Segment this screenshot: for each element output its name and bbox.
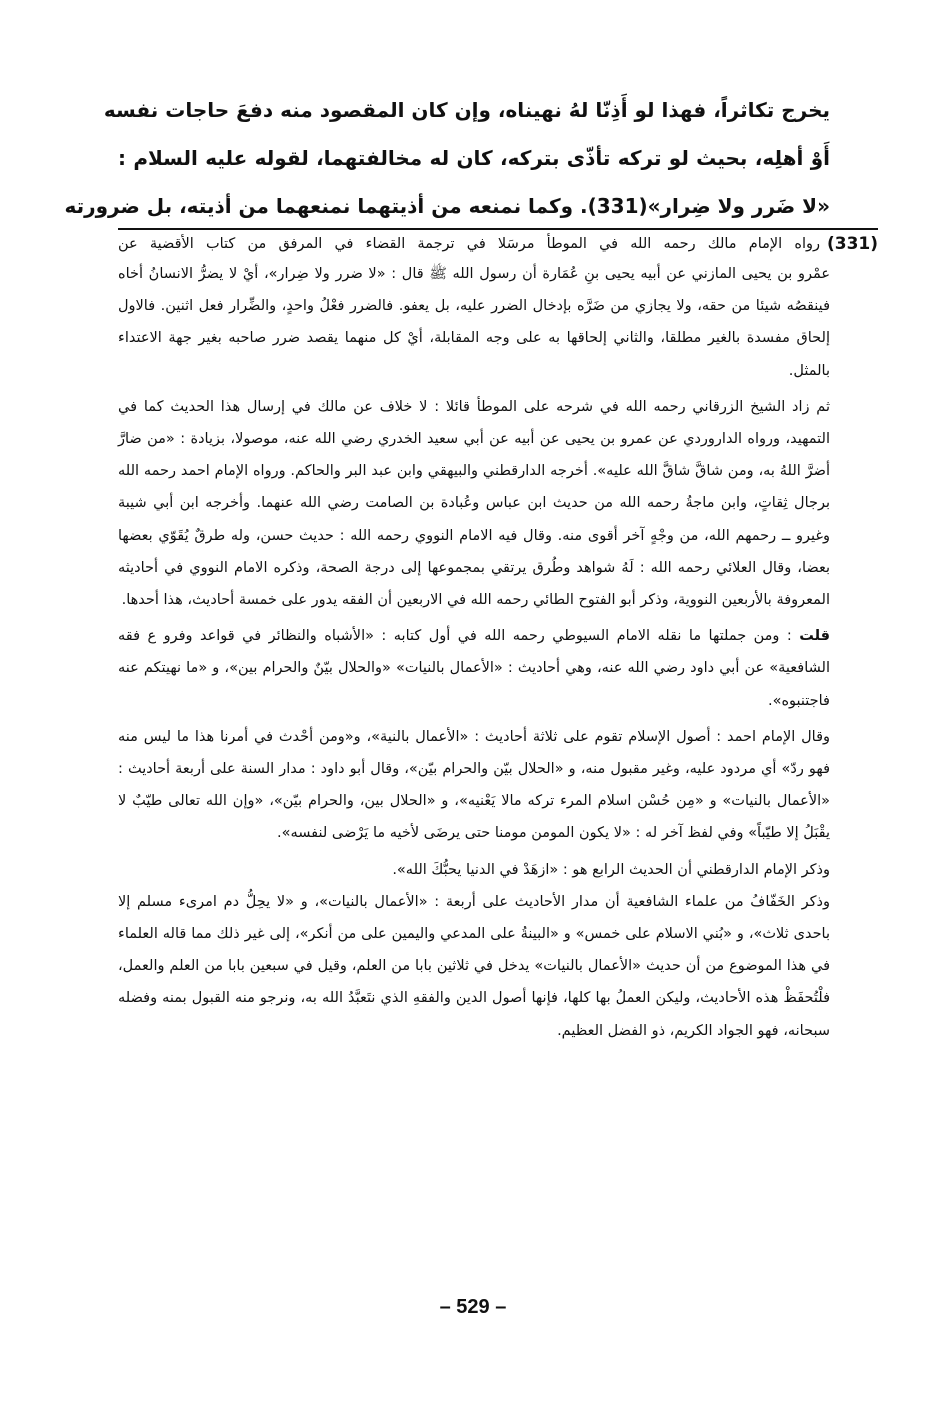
qult-label: قلت [799, 628, 830, 645]
footnote-paragraph: ثم زاد الشيخ الزرقاني رحمه الله في شرحه على الموطأ قائلا : لا خلاف عن مالك في إرسال هذا الحديث كما في التمهيد، ورواه الداروردي عن عمرو بن يحيى عن أبيه عن أبي سعيد الخدري رضي الله عنه، موصولا، بزيادة : «من ضارَّ أضرَّ اللهُ به، ومن شاقَّ شاقَّ الله عليه». أخرجه الدارقطني والبيهقي وابن عبد البر والحاكم. ورواه الإمام احمد رحمه الله برجال ثِقاتٍ، وابن ماجةُ رحمه الله من حديث ابن عباس وعُبادة بن الصامت رضي الله عنهما. وأخرجه ابن أبي شيبة وغيرو ــ رحمهم الله، من وجْهٍ آخر أقوى منه. وقال فيه الامام النووي رحمه الله : حديث حسن، وله طرقٌ يُقَوّي بعضها بعضا، وقال العلائي رحمه الله : لَهُ شواهد وطُرق يرتقي بمجموعها إلى درجة الصحة، وذكره الامام النووي في أحاديثه المعروفة بالأربعين النووية، وذكر أبو الفتوح الطائي رحمه الله في الاربعين أن الفقه يدور على خمسة أحاديث، هذا أحدها. [118, 398, 830, 609]
footnote-first-line: رواه الإمام مالك رحمه الله في الموطأ مرسَلا في ترجمة القضاء في المرفق من كتاب الأقضية عن [118, 236, 820, 252]
footnote-paragraph: عمْرو بن يحيى المازني عن أبيه يحيى بنِ عُمَارة أن رسول الله ﷺ قال : «لا ضرر ولا ضِرار»، أيْ لا يضرُّ الانسانُ أخاه فينقصُه شيئا من حقه، ولا يجازي من ضَرَّه بإدخال الضرر عليه، بل يعفو. فالضرر فعْلُ واحدٍ، والضِّرار فعل اثنين. فالاول إلحاق مفسدة بالغير مطلقا، والثاني إلحاقها به على وجه المقابلة، أيْ كل منهما يقصد ضرر صاحبه بغير جهة الاعتداء بالمثل. [118, 266, 830, 379]
footnote-body [118, 258, 830, 1047]
main-text-line-3: «لا ضَرر ولا ضِرار»(331). وكما نمنعه من أذيتهما نمنعهما من أذيته، بل ضرورته [64, 194, 830, 218]
page-number: – 529 – [439, 1296, 507, 1318]
main-text-line-2: أَوْ أهلِه، بحيث لو تركه تأذّى بتركه، كان له مخالفتهما، لقوله عليه السلام : [118, 146, 830, 170]
footnote-number: (331) [826, 234, 878, 254]
footnote-header [118, 230, 878, 258]
footnote-paragraph: وذكر الإمام الدارقطني أن الحديث الرابع هو : «ازهَدْ في الدنيا يحبُّكَ الله». [392, 861, 830, 878]
main-text-line-1: يخرج تكاثراً، فهذا لو أَذِنّا لهُ نهيناه، وإن كان المقصود منه دفعَ حاجات نفسه [103, 98, 830, 122]
footnote-paragraph: وقال الإمام احمد : أصول الإسلام تقوم على ثلاثة أحاديث : «الأعمال بالنية»، و«ومن أحْدث في أمرنا هذا ما ليس منه فهو ردّ» أي مردود عليه، وغير مقبول منه، و «الحلال بيّن والحرام بيّن»، وقال أبو داود : مدار السنة على أربعة أحاديث : «الأعمال بالنيات» و «مِن حُسْن اسلام المرء تركه مالا يَعْنيه»، و «الحلال بين، والحرام بيّن»، «وإن الله تعالى طيّبٌ لا يقْبَلُ إلا طيّباً» وفي لفظ آخر له : «لا يكون المومن مومنا حتى يرضَى لأخيه ما يَرْضى لنفسه». [118, 728, 830, 842]
qult-text: : ومن جملتها ما نقله الامام السيوطي رحمه الله في أول كتابه : «الأشباه والنظائر في قواعد وفرو ع فقه الشافعية» عن أبي داود رضي الله عنه، وهي أحاديث : «الأعمال بالنيات» «والحلال بيّنٌ والحرام بين»، و «ما نهيتكم عنه فاجتنبوه». [118, 628, 830, 709]
footnote-paragraph: وذكر الخَفّافُ من علماء الشافعية أن مدار الأحاديث على أربعة : «الأعمال بالنيات»، و «لا يحِلُّ دم امرىء مسلم إلا باحدى ثلاث»، و «بُني الاسلام على خمس» و «البينةُ على المدعي واليمين على من أنكر»، إلى غير ذلك مما قاله العلماء في هذا الموضوع من أن حديث «الأعمال بالنيات» يدخل في ثلاثين بابا من العلم، وقيل في سبعين بابا من العلم والعمل، فلْتُحفَظْ هذه الأحاديث، وليكن العملُ بها كلها، فإنها أصول الدين والفقهِ الذي نتَعبَّدُ الله به، ونرجو منه القبول بمنه وفضله سبحانه، فهو الجواد الكريم، ذو الفضل العظيم. [118, 893, 830, 1039]
footnote-paragraph [118, 620, 830, 717]
